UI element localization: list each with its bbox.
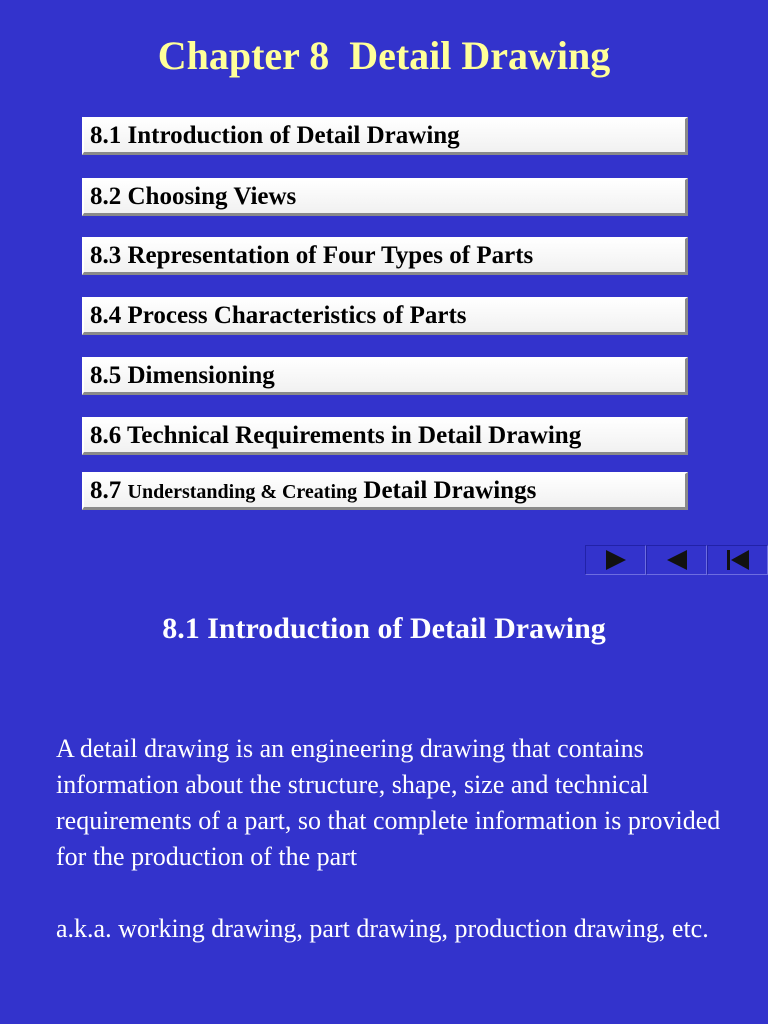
toc-item-8-4[interactable] (82, 297, 688, 335)
toc-item-8-7[interactable] (82, 472, 688, 510)
definition-paragraph: A detail drawing is an engineering drawing that contains information about the structure, shape, size and technical requirements of a part, so that complete information is provided for the production of the part (56, 734, 721, 871)
toc-item-8-2[interactable] (82, 178, 688, 216)
next-slide-button[interactable] (585, 545, 646, 575)
previous-slide-button[interactable] (646, 545, 707, 575)
toc-item-label: 8.5 Dimensioning (90, 362, 275, 389)
section-heading: 8.1 Introduction of Detail Drawing (162, 612, 606, 645)
previous-icon (665, 549, 689, 571)
slide-navigation (585, 545, 768, 575)
aka-paragraph: a.k.a. working drawing, part drawing, production drawing, etc. (56, 914, 709, 943)
first-slide-button[interactable] (707, 545, 768, 575)
play-next-icon (604, 549, 628, 571)
toc-item-8-5[interactable] (82, 357, 688, 395)
toc-item-8-1[interactable] (82, 117, 688, 155)
toc-item-label: 8.6 Technical Requirements in Detail Drawing (90, 422, 582, 449)
toc-item-label: 8.1 Introduction of Detail Drawing (90, 122, 460, 149)
slide-title: Chapter 8 Detail Drawing (157, 33, 611, 78)
toc-item-label: 8.4 Process Characteristics of Parts (90, 302, 467, 329)
first-slide-icon (725, 549, 751, 571)
toc-item-label-small: Understanding & Creating (127, 481, 358, 503)
toc-item-number: 8.7 (90, 477, 122, 504)
toc-item-8-3[interactable] (82, 237, 688, 275)
toc-item-8-6[interactable] (82, 417, 688, 455)
toc-item-label: 8.2 Choosing Views (90, 183, 297, 210)
toc-item-label: 8.3 Representation of Four Types of Parts (90, 242, 534, 269)
toc-item-label-rest: Detail Drawings (363, 477, 537, 504)
